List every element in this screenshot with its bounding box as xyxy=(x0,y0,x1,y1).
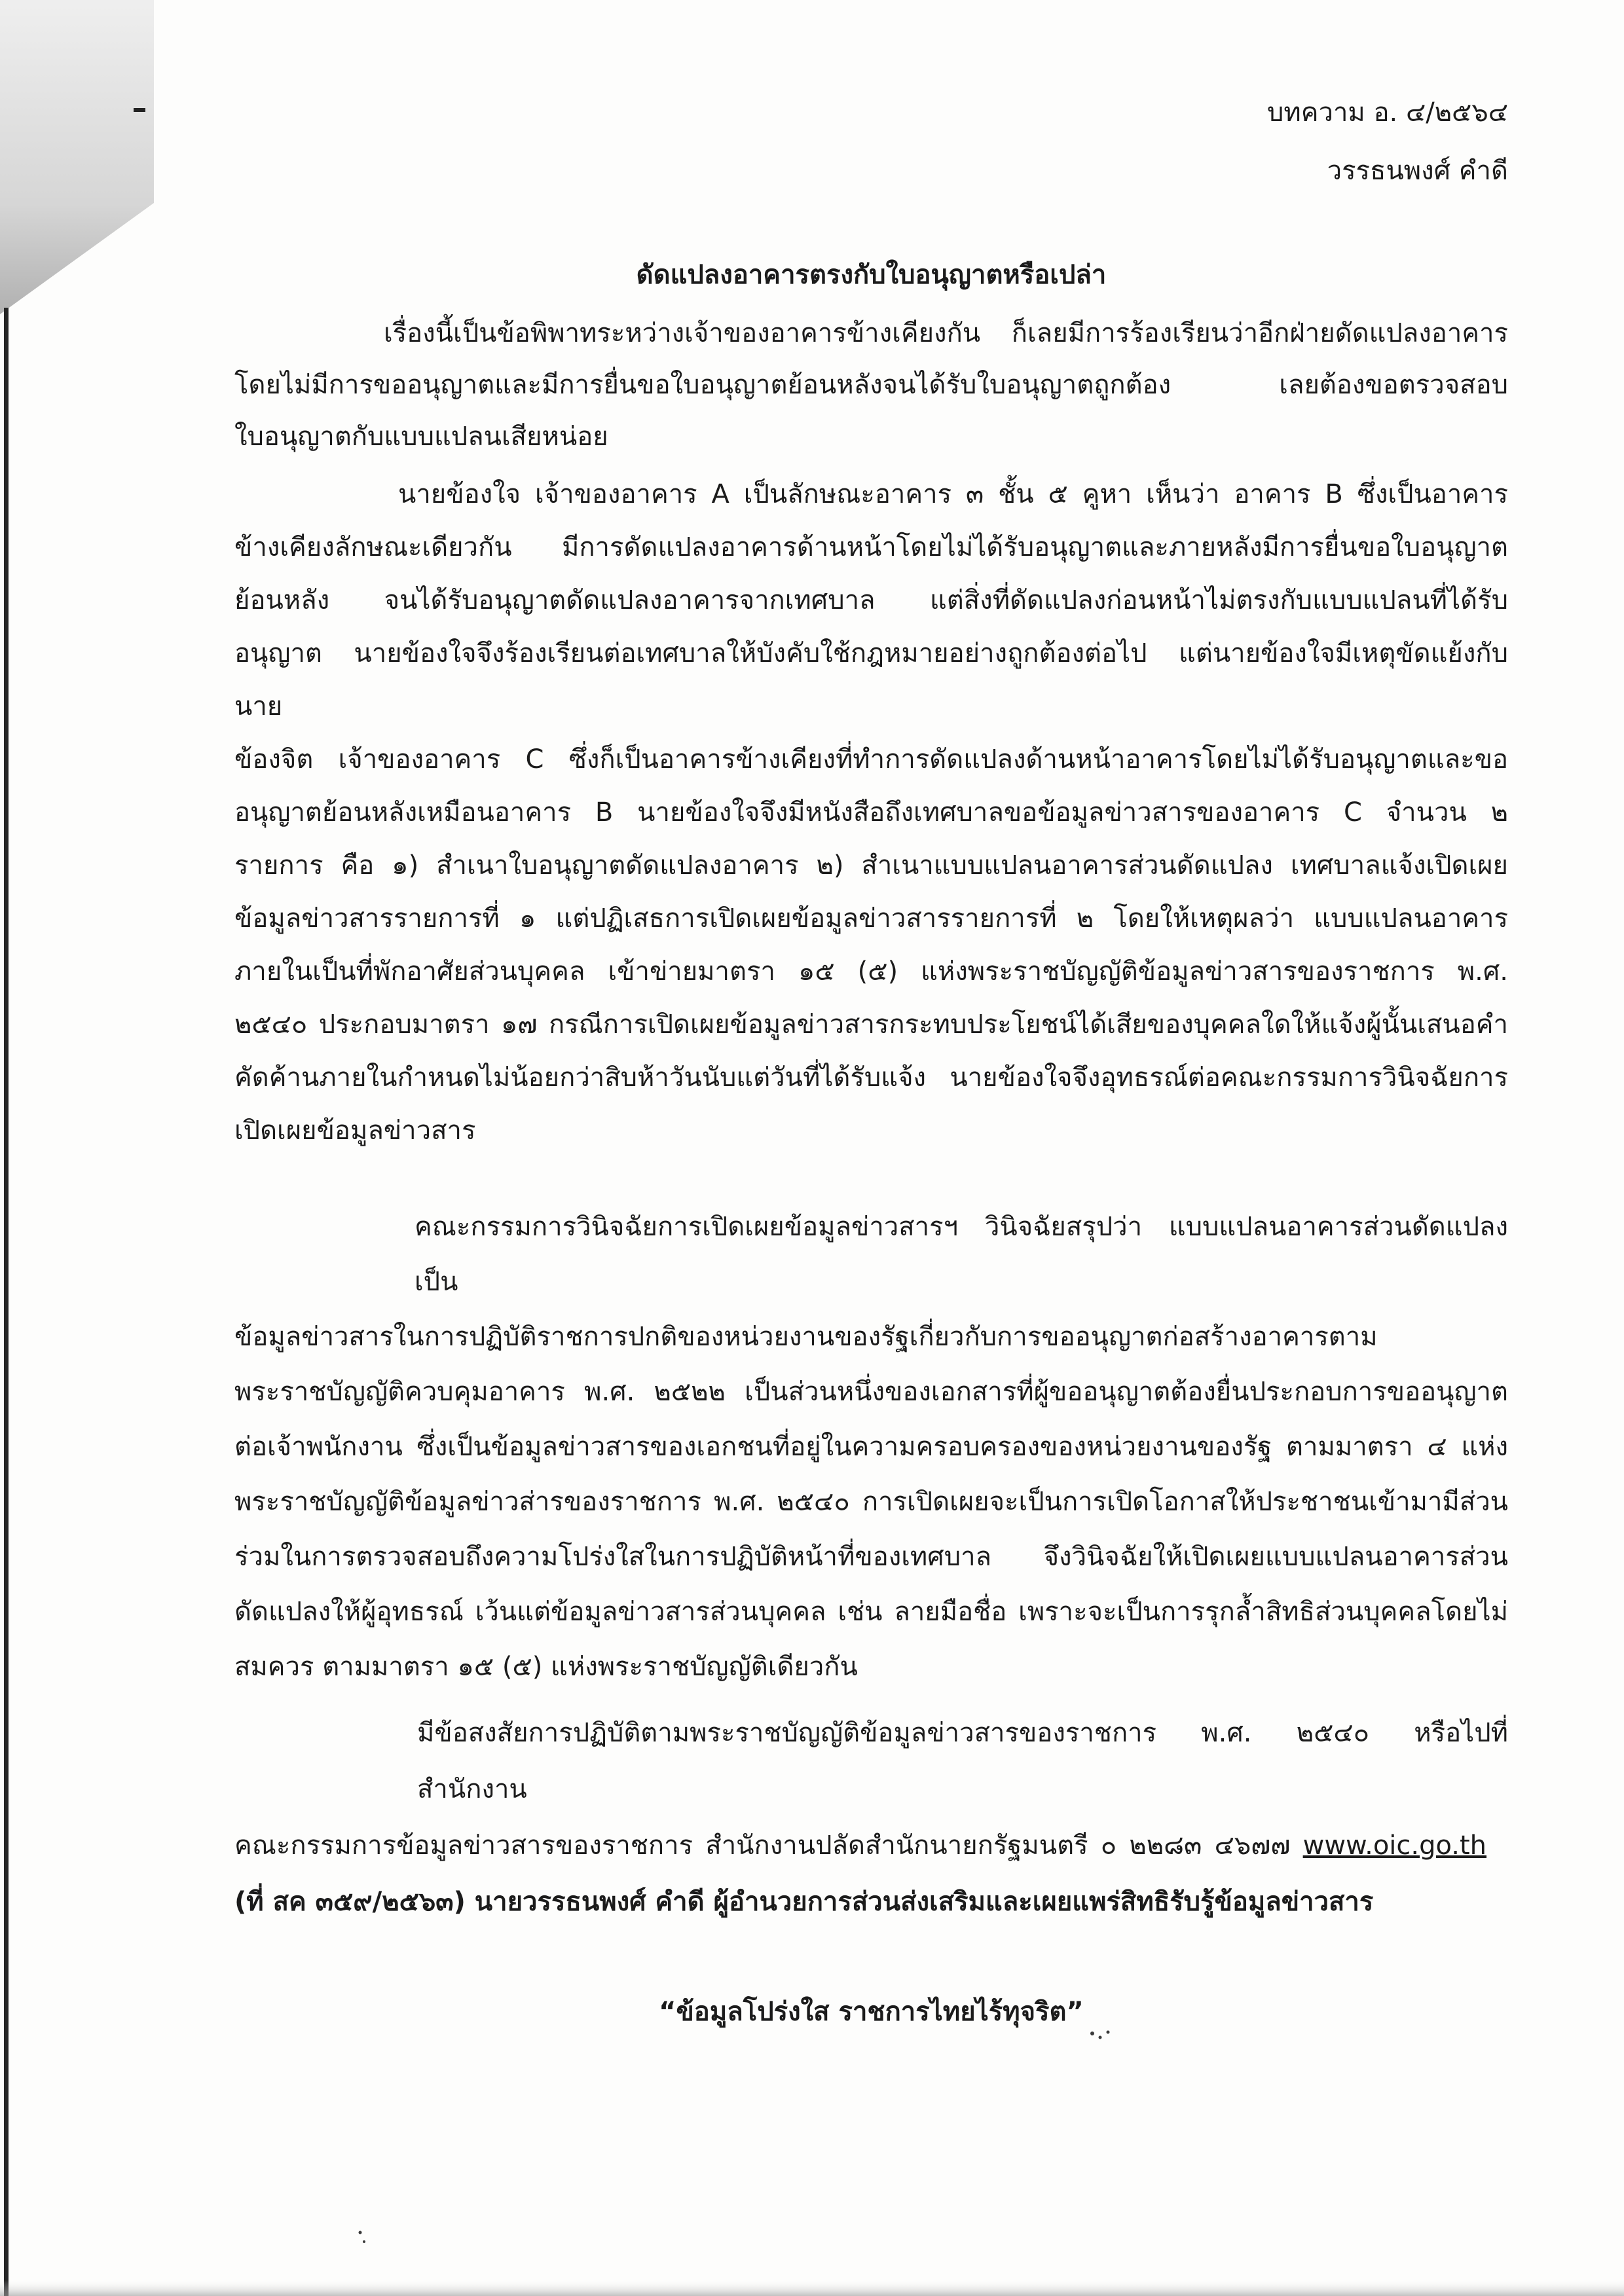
page-title: ดัดแปลงอาคารตรงกับใบอนุญาตหรือเปล่า xyxy=(636,260,1107,290)
speckle xyxy=(363,2240,365,2243)
paragraph-1 xyxy=(234,308,1508,463)
paragraph-line: อนุญาต นายข้องใจจึงร้องเรียนต่อเทศบาลให้บังคับใช้กฎหมายอย่างถูกต้องต่อไป แต่นายข้องใจมีเหตุขัดแย้งกับนาย xyxy=(234,638,1508,721)
paragraph-line: ร่วมในการตรวจสอบถึงความโปร่งใสในการปฏิบัติหน้าที่ของเทศบาล จึงวินิจฉัยให้เปิดเผยแบบแปลนอาคารส่วน xyxy=(234,1542,1508,1572)
paragraph-line: สมควร ตามมาตรา ๑๕ (๕) แห่งพระราชบัญญัติเดียวกัน xyxy=(234,1652,858,1682)
scan-mark xyxy=(134,108,145,112)
contact-line: มีข้อสงสัยการปฏิบัติตามพระราชบัญญัติข้อมูลข่าวสารของราชการ พ.ศ. ๒๕๔๐ หรือไปที่สำนักงาน xyxy=(417,1718,1508,1804)
article-number: บทความ อ. ๔/๒๕๖๔ xyxy=(1266,98,1508,128)
paragraph-line: ภายในเป็นที่พักอาศัยส่วนบุคคล เข้าข่ายมาตรา ๑๕ (๕) แห่งพระราชบัญญัติข้อมูลข่าวสารของราชการ พ.ศ. xyxy=(234,957,1508,987)
paragraph-line: คัดค้านภายในกำหนดไม่น้อยกว่าสิบห้าวันนับแต่วันที่ได้รับแจ้ง นายข้องใจจึงอุทธรณ์ต่อคณะกรรมการวินิจฉัยการ xyxy=(234,1063,1508,1093)
speckle xyxy=(359,2231,362,2234)
paragraph-line: เปิดเผยข้อมูลข่าวสาร xyxy=(234,1116,476,1146)
paragraph-line: ๒๕๔๐ ประกอบมาตรา ๑๗ กรณีการเปิดเผยข้อมูลข่าวสารกระทบประโยชน์ได้เสียของบุคคลใดให้แจ้งผู้นั้นเสนอคำ xyxy=(234,1010,1508,1040)
slogan: “ข้อมูลโปร่งใส ราชการไทยไร้ทุจริต” xyxy=(659,1997,1084,2027)
paragraph-line: คณะกรรมการวินิจฉัยการเปิดเผยข้อมูลข่าวสารฯ วินิจฉัยสรุปว่า แบบแปลนอาคารส่วนดัดแปลงเป็น xyxy=(415,1212,1508,1297)
contact-line-with-website xyxy=(234,1817,1508,1874)
document-body xyxy=(234,249,1508,2040)
paragraph-line: พระราชบัญญัติข้อมูลข่าวส่ารของราชการ พ.ศ. ๒๕๔๐ การเปิดเผยจะเป็นการเปิดโอกาสให้ประชาชนเข้ามามีส่วน xyxy=(234,1487,1508,1517)
paragraph-line: ข้องจิต เจ้าของอาคาร C ซึ่งก็เป็นอาคารข้างเคียงที่ทำการดัดแปลงด้านหน้าอาคารโดยไม่ได้รับอนุญาตและขอ xyxy=(234,744,1508,774)
paragraph-line: ข้างเคียงลักษณะเดียวกัน มีการดัดแปลงอาคารด้านหน้าโดยไม่ได้รับอนุญาตและภายหลังมีการยื่นขอใบอนุญาต xyxy=(234,532,1508,562)
reference-line: (ที่ สค ๓๕๙/๒๕๖๓) นายวรรธนพงศ์ คำดี ผู้อำนวยการส่วนส่งเสริมและเผยแพร่สิทธิรับรู้ข้อมูลข่าวสาร xyxy=(234,1887,1374,1917)
paragraph-line: ข้อมูลข่าวสารในการปฏิบัติราชการปกติของหน่วยงานของรัฐเกี่ยวกับการขออนุญาตก่อสร้างอาคารตาม xyxy=(234,1322,1378,1352)
author-name: วรรธนพงศ์ คำดี xyxy=(1327,156,1508,186)
scan-corner-shadow xyxy=(0,0,154,314)
scan-bottom-shadow xyxy=(0,2280,1624,2296)
paragraph-line: พระราชบัญญัติควบคุมอาคาร พ.ศ. ๒๕๒๒ เป็นส่วนหนึ่งของเอกสารที่ผู้ขออนุญาตต้องยื่นประกอบการขออนุญาต xyxy=(234,1377,1508,1407)
paragraph-line: ย้อนหลัง จนได้รับอนุญาตดัดแปลงอาคารจากเทศบาล แต่สิ่งที่ดัดแปลงก่อนหน้าไม่ตรงกับแบบแปลนที่ได้รับ xyxy=(234,585,1508,615)
website-link: www.oic.go.th xyxy=(1302,1831,1487,1861)
paragraph-line: ต่อเจ้าพนักงาน ซึ่งเป็นข้อมูลข่าวสารของเอกชนที่อยู่ในความครอบครองของหน่วยงานของรัฐ ตามมาตรา ๔ แห่ง xyxy=(234,1432,1508,1462)
contact-office-phone: คณะกรรมการข้อมูลข่าวสารของราชการ สำนักงานปลัดสำนักนายกรัฐมนตรี ๐ ๒๒๘๓ ๔๖๗๗ xyxy=(234,1831,1291,1861)
scan-speckles xyxy=(359,2031,1110,2244)
scan-left-edge-line xyxy=(4,308,9,2296)
paragraph-line: ข้อมูลข่าวสารรายการที่ ๑ แต่ปฏิเสธการเปิดเผยข้อมูลข่าวสารรายการที่ ๒ โดยให้เหตุผลว่า แบบแปลนอาคาร xyxy=(234,903,1508,934)
contact-paragraph xyxy=(234,1705,1508,1930)
paragraph-line: เรื่องนี้เป็นข้อพิพาทระหว่างเจ้าของอาคารข้างเคียงกัน ก็เลยมีการร้องเรียนว่าอีกฝ่ายดัดแปลงอาคาร xyxy=(384,318,1508,348)
paragraph-line: รายการ คือ ๑) สำเนาใบอนุญาตดัดแปลงอาคาร ๒) สำเนาแบบแปลนอาคารส่วนดัดแปลง เทศบาลแจ้งเปิดเผย xyxy=(234,850,1508,881)
paragraph-line: นายข้องใจ เจ้าของอาคาร A เป็นลักษณะอาคาร ๓ ชั้น ๕ คูหา เห็นว่า อาคาร B ซึ่งเป็นอาคาร xyxy=(398,479,1508,509)
document-header xyxy=(1010,84,1508,200)
paragraph-line: โดยไม่มีการขออนุญาตและมีการยื่นขอใบอนุญาตย้อนหลังจนได้รับใบอนุญาตถูกต้อง เลยต้องขอตรวจสอบ xyxy=(234,370,1508,400)
paragraph-2 xyxy=(234,468,1508,1157)
paragraph-line: ดัดแปลงให้ผู้อุทธรณ์ เว้นแต่ข้อมูลข่าวสารส่วนบุคคล เช่น ลายมือชื่อ เพราะจะเป็นการรุกล้ำสิทธิส่วนบุคคลโดยไม่ xyxy=(234,1597,1508,1627)
paragraph-line: ใบอนุญาตกับแบบแปลนเสียหน่อย xyxy=(234,422,608,452)
paragraph-line: อนุญาตย้อนหลังเหมือนอาคาร B นายข้องใจจึงมีหนังสือถึงเทศบาลขอข้อมูลข่าวสารของอาคาร C จำนวน ๒ xyxy=(234,797,1508,828)
paragraph-3 xyxy=(234,1199,1508,1694)
